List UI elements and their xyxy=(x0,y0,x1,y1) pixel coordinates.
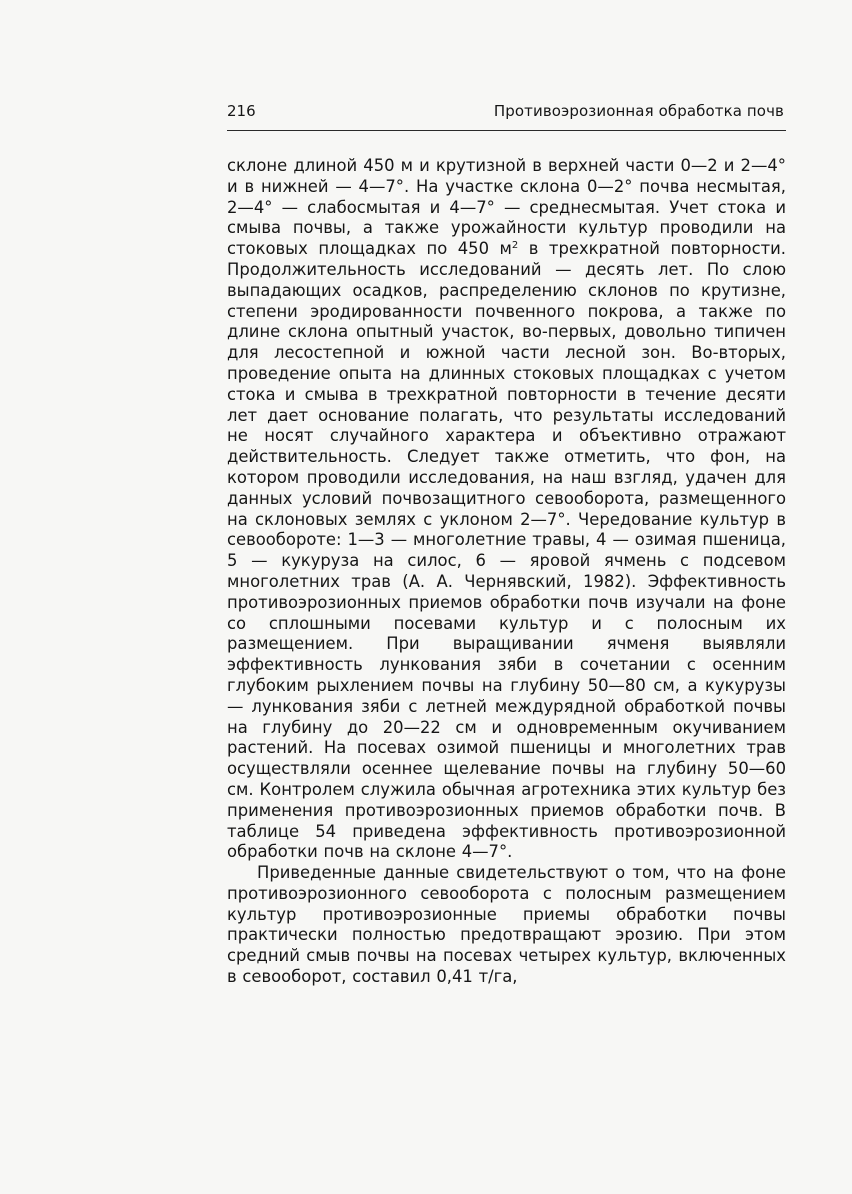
page-number: 216 xyxy=(227,102,256,120)
page-header xyxy=(227,98,786,131)
body-text xyxy=(227,156,786,988)
paragraph-1-part-b: в трехкратной повторности. Продолжительность исследований — десять лет. По слою выпадающих осадков, распределению склонов по крутизне, степени эродированности почвенного покрова, а также по длине склона опытный участок, во-первых, довольно типичен для лесостепной и южной части лесной зон. Во-вторых, проведение опыта на длинных стоковых площадках с учетом стока и смыва в трехкратной повторности в течение десяти лет дает основание полагать, что результаты исследований не носят случайного характера и объективно отражают действительность. Следует также отметить, что фон, на котором проводили исследования, на наш взгляд, удачен для данных условий почвозащитного севооборота, размещенного на склоновых землях с уклоном 2—7°. Чередование культур в севообороте: 1—3 — многолетние травы, 4 — озимая пшеница, 5 — кукуруза на силос, 6 — яровой ячмень с подсевом многолетних трав (А. А. Чернявский, 1982). Эффективность противоэрозионных приемов обработки почв изучали на фоне со сплошными посевами культур и с полосным их размещением. При выращивании ячменя выявляли эффективность лункования зяби в сочетании с осенним глубоким рыхлением почвы на глубину 50—80 см, а кукурузы — лункования зяби с летней междурядной обработкой почвы на глубину до 20—22 см и одновременным окучиванием растений. На посевах озимой пшеницы и многолетних трав осуществляли осеннее щелевание почвы на глубину 50—60 см. Контролем служила обычная агротехника этих культур без применения противоэрозионных приемов обработки почв. В таблице 54 приведена эффективность противоэрозионной обработки почв на склоне 4—7°. xyxy=(227,239,786,862)
superscript-squared: 2 xyxy=(511,240,519,252)
running-title: Противоэрозионная обработка почв xyxy=(493,102,784,120)
paragraph-2: Приведенные данные свидетельствуют о том, что на фоне противоэрозионного севооборота с полосным размещением культур противоэрозионные приемы обработки почвы практически полностью предотвращают эрозию. При этом средний смыв почвы на посевах четырех культур, включенных в севооборот, составил 0,41 т/га, xyxy=(227,863,786,987)
paragraph-1 xyxy=(227,156,786,863)
paragraph-1-part-a: склоне длиной 450 м и крутизной в верхней части 0—2 и 2—4° и в нижней — 4—7°. На участке склона 0—2° почва несмытая, 2—4° — слабосмытая и 4—7° — среднесмытая. Учет стока и смыва почвы, а также урожайности культур проводили на стоковых площадках по 450 м xyxy=(227,156,786,259)
